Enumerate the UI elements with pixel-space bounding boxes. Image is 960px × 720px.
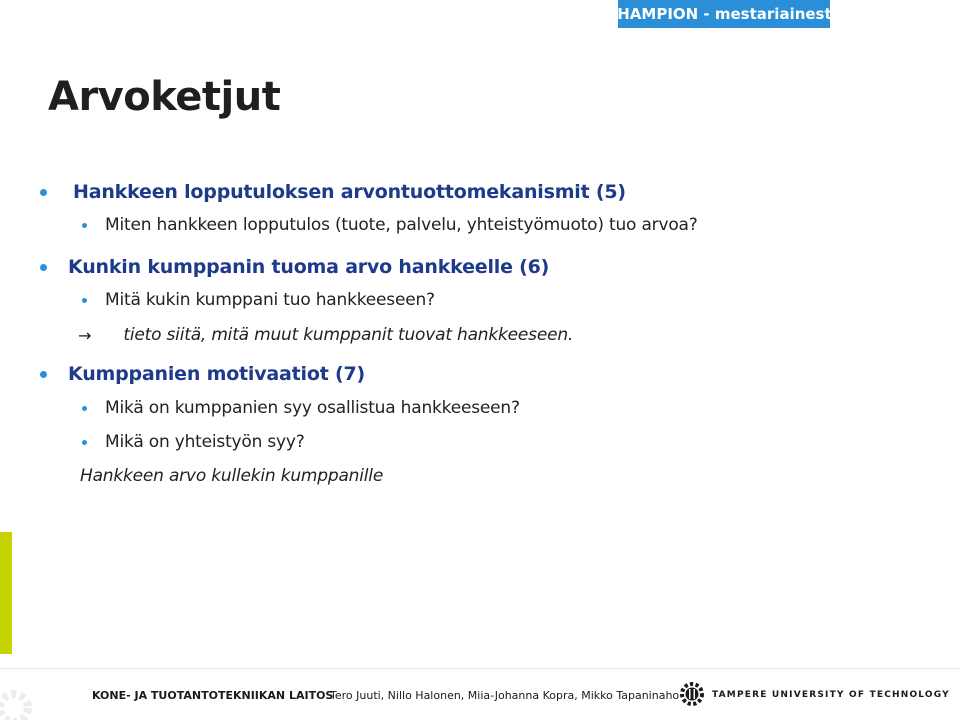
list-item-text: Hankkeen lopputuloksen arvontuottomekanismit (5) (73, 181, 626, 203)
bullet-icon (40, 189, 47, 196)
corner-gear-icon (0, 668, 52, 720)
list-item (78, 325, 573, 345)
slide-title: Arvoketjut (48, 74, 281, 120)
list-item (82, 398, 520, 418)
bullet-icon (82, 406, 87, 411)
list-item (40, 363, 365, 385)
bullet-icon (82, 440, 87, 445)
bullet-icon (82, 298, 87, 303)
footer (0, 668, 960, 720)
list-item (82, 432, 305, 452)
list-item (82, 215, 698, 235)
bullet-icon (40, 264, 47, 271)
footer-department: KONE- JA TUOTANTOTEKNIIKAN LAITOS (92, 689, 334, 702)
list-item-text: Mikä on kumppanien syy osallistua hankkeeseen? (105, 398, 520, 418)
university-logo-icon (678, 680, 706, 708)
footer-university: TAMPERE UNIVERSITY OF TECHNOLOGY (712, 690, 950, 700)
list-item (80, 466, 383, 486)
bullet-icon (40, 371, 47, 378)
list-item-text: Kumppanien motivaatiot (7) (68, 363, 366, 385)
list-item-text: Kunkin kumppanin tuoma arvo hankkeelle (6) (68, 256, 550, 278)
list-item-text: Hankkeen arvo kullekin kumppanille (80, 466, 384, 486)
arrow-icon: → (78, 325, 92, 345)
list-item (40, 256, 549, 278)
list-item (40, 181, 626, 203)
list-item-text: Mikä on yhteistyön syy? (105, 432, 305, 452)
header-badge: CHAMPION - mestariainesta (618, 0, 830, 28)
bullet-icon (82, 223, 87, 228)
list-item-text: tieto siitä, mitä muut kumppanit tuovat hankkeeseen. (123, 325, 574, 345)
footer-authors: Tero Juuti, Nillo Halonen, Miia-Johanna Kopra, Mikko Tapaninaho (330, 689, 680, 702)
side-accent-bar (0, 532, 12, 654)
list-item-text: Miten hankkeen lopputulos (tuote, palvelu, yhteistyömuoto) tuo arvoa? (105, 215, 698, 235)
list-item-text: Mitä kukin kumppani tuo hankkeeseen? (105, 290, 435, 310)
list-item (82, 290, 435, 310)
